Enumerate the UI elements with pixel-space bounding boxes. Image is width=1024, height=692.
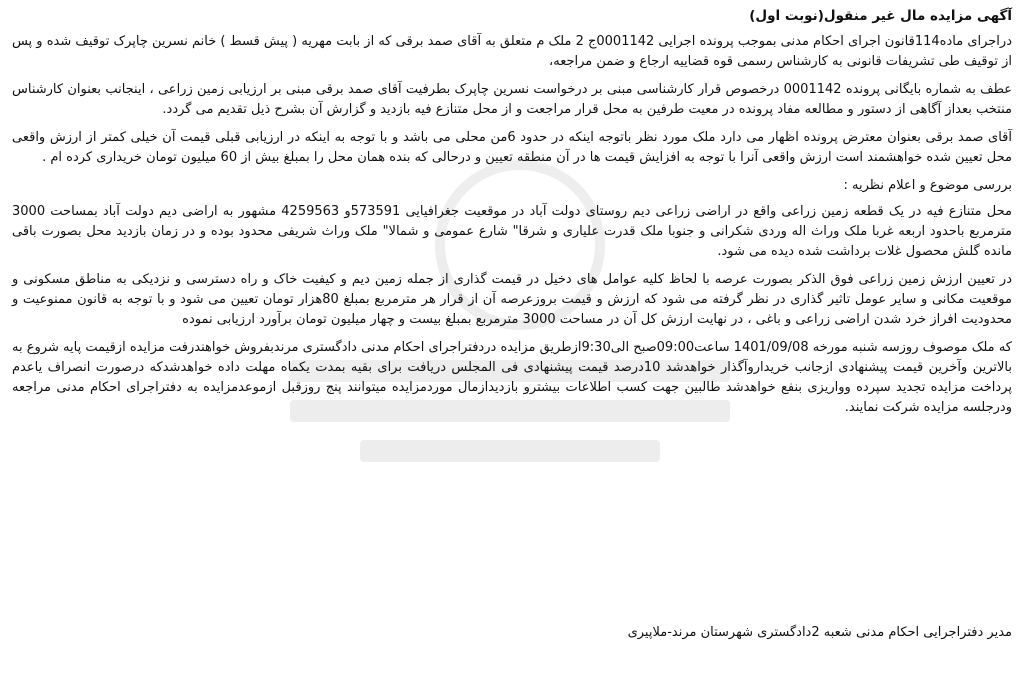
- objection-paragraph: آقای صمد برقی بعنوان معترض پرونده اظهار می دارد ملک مورد نظر باتوجه اینکه در حدود 6من محلی می باشد و با توجه به اینکه در ارزیابی قبلی قیمت آن خیلی کمتر از ارزش واقعی محل تعیین شده خواهشمند است ارزش واقعی آنرا با توجه به افزایش قیمت ها در آن منطقه تعیین و درحالی که بنده همان محل را بمبلغ بیش از 60 میلیون تومان خریداری کرده ام .: [12, 130, 1012, 165]
- property-description-paragraph: محل متنازع فیه در یک قطعه زمین زراعی واقع در اراضی زراعی دیم روستای دولت آباد در موقعیت جغرافیایی 573591و 4259563 مشهور به اراضی دیم دولت آباد بمساحت 3000 مترمربع باحدود اربعه غربا ملک وراث اله وردی شکرانی و جنوبا ملک قدرت علیاری و شرقا" شارع عمومی و شمالا" ملک وراث شریفی محدود بوده و در زمان بازدید محل بصورت باقی مانده گلش محصول غلات برداشت شده دیده می شود.: [12, 204, 1012, 259]
- notice-title: آگهی مزایده مال غیر منقول(نوبت اول): [749, 8, 1012, 24]
- auction-terms-paragraph: که ملک موصوف روزسه شنبه مورخه 1401/09/08 ساعت09:00صبح الی9:30ازطریق مزایده دردفتراجرای احکام مدنی دادگستری مرندبفروش خواهندرفت مزایده ازقیمت پایه شروع به بالاترین وآخرین قیمت پیشنهادی ازجانب خریداروآگذار خواهدشد 10درصد قیمت پیشنهادی فی المجلس دریافت برای بقیه بمدت یکماه مهلت داده خواهدشدکه درصورت انصراف یاعدم پرداخت مزایده تجدید سپرده وواریزی بنفع خواهدشد طالبین جهت کسب اطلاعات بیشترو بازدیدازمال موردمزایده میتوانند پنج روزقبل ازموعدمزایده به دفتراجرای احکام مدنی مراجعه ودرجلسه مزایده شرکت نمایند.: [12, 340, 1012, 415]
- section-heading: بررسی موضوع و اعلام نظریه :: [843, 178, 1012, 193]
- valuation-paragraph: در تعیین ارزش زمین زراعی فوق الذکر بصورت عرصه با لحاظ کلیه عوامل های دخیل در قیمت گذاری از جمله زمین دیم و کیفیت خاک و راه دسترسی و نزدیکی به مناطق مسکونی و موقعیت مکانی و سایر عومل تاثیر گذاری در نظر گرفته می شود که ارزش و قیمت بروزعرصه آن از قرار هر مترمربع بمبلغ 80هزار تومان تعیین می شود و با توجه به قانون ممنوعیت و محدودیت افراز خرد شدن اراضی زراعی و باغی ، در نهایت ارزش کل آن در مساحت 3000 مترمربع بمبلغ بیست و چهار میلیون تومان برآورد ارزیابی نموده: [12, 272, 1012, 327]
- watermark-band: [360, 440, 660, 462]
- notice-body: [12, 6, 1012, 426]
- signature-line: مدیر دفتراجرایی احکام مدنی شعبه 2دادگستری شهرستان مرند-ملاپیری: [627, 625, 1012, 640]
- expert-paragraph: عطف به شماره بایگانی پرونده 0001142 درخصوص قرار کارشناسی مبنی بر درخواست نسرین چاپرک بطرفیت آقای صمد برقی مبنی بر ارزیابی زمین زراعی ، اینجانب بعنوان کارشناس منتخب بعداز آگاهی از دستور و مطالعه مفاد پرونده در معیت طرفین به محل قرار مراجعت و از محل متنازع فیه بازدید و گزارش آن بشرح ذیل تقدیم می گردد.: [12, 82, 1012, 117]
- intro-paragraph: دراجرای ماده114قانون اجرای احکام مدنی بموجب پرونده اجرایی 0001142ج 2 ملک م متعلق به آقای صمد برقی که از بابت مهریه ( پیش قسط ) خانم نسرین چاپرک توقیف شده و پس از توقیف طی تشریفات قانونی به کارشناس رسمی قوه قضاییه ارجاع و ضمن مراجعه،: [11, 34, 1012, 69]
